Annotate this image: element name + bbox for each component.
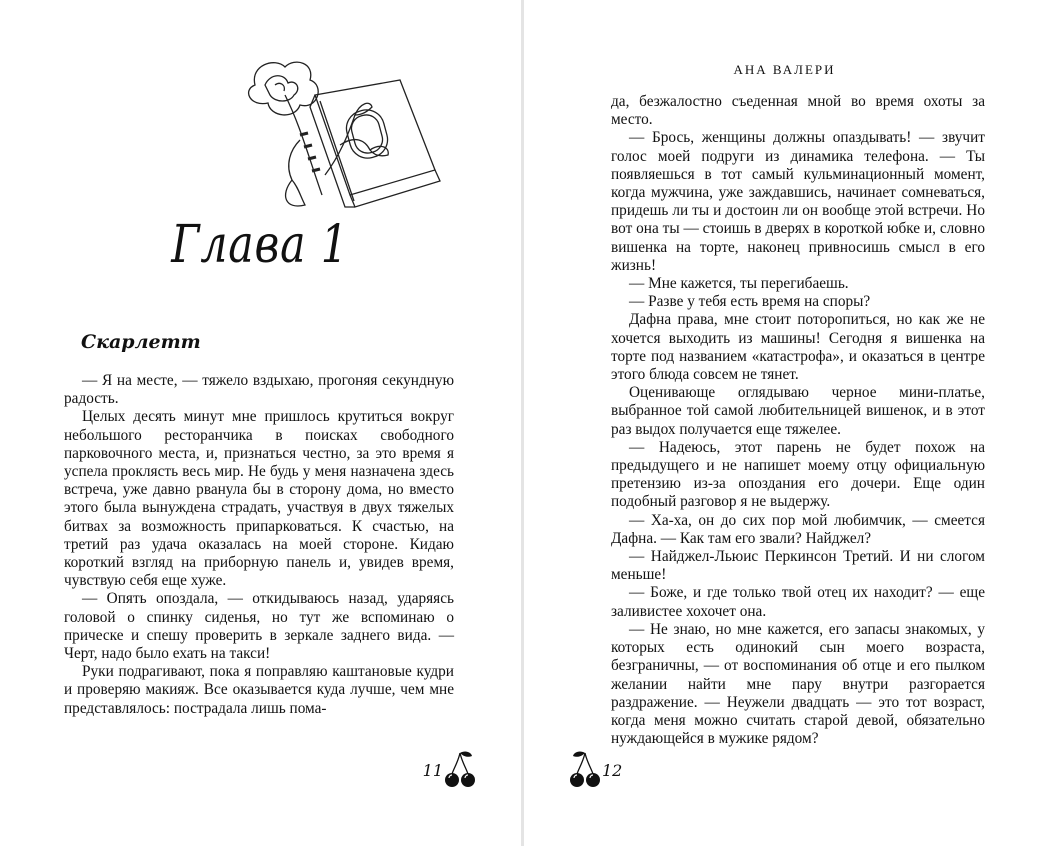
paragraph: да, безжалостно съеденная мной во время охоты за место.	[611, 93, 985, 129]
chapter-title: Глава 1	[171, 215, 349, 275]
paragraph: — Мне кажется, ты перегибаешь.	[629, 275, 849, 293]
paragraph: — Надеюсь, этот парень не будет похож на предыдущего и не напишет моему отцу официальную претензию из-за опоздания его дочери. Еще один подобный разговор я не выдержу.	[611, 438, 985, 511]
paragraph: Оценивающе оглядываю черное мини-платье, выбранное той самой любительницей вишенок, и в этот раз выдох получается еще тяжелее.	[611, 384, 985, 438]
page-footer	[568, 750, 622, 790]
paragraph: — Разве у тебя есть время на споры?	[629, 293, 871, 311]
paragraph: — Брось, женщины должны опаздывать! — звучит голос моей подруги из динамика телефона. — Ты появляешься в тот самый кульминационный момент, когда мужчина, уже заждавшись, начинает сомневаться, придешь ли ты и достоин ли он вообще этой встречи. Но вот она ты — стоишь в дверях в короткой юбке и, словно вишенка на торте, наконец привносишь смысл в его жизнь!	[611, 129, 985, 274]
paragraph: — Я на месте, — тяжело вздыхаю, прогоняя секундную радость.	[64, 372, 454, 408]
paragraph: — Найджел-Льюис Перкинсон Третий. И ни слогом меньше!	[611, 548, 985, 584]
right-body-text	[611, 93, 985, 748]
cherry-icon	[568, 750, 602, 790]
running-head: АНА ВАЛЕРИ	[733, 62, 836, 77]
page-number: 12	[602, 760, 623, 780]
paragraph: Целых десять минут мне пришлось крутиться вокруг небольшого ресторанчика в поисках свободного парковочного места, и, признаться честно, за это время я успела проклясть весь мир. Не будь у меня назначена здесь встреча, уже давно рванула бы в сторону дома, но вместо этого была вынуждена страдать, участвуя в двух тяжелых битвах за возможность припарковаться. К счастью, на третий раз удача оказалась на моей стороне. Кидаю короткий взгляд на приборную панель и, увидев время, чувствую себя еще хуже.	[64, 408, 454, 590]
page-number: 11	[422, 760, 443, 780]
left-body-text	[64, 372, 454, 718]
paragraph: Дафна права, мне стоит поторопиться, но как же не хочется выходить из машины! Сегодня я вишенка на торте под названием «катастрофа», и оказаться в центре этого блюда совсем не тянет.	[611, 311, 985, 384]
right-page	[524, 0, 1045, 846]
page-footer	[423, 750, 477, 790]
paragraph: — Ха-ха, он до сих пор мой любимчик, — смеется Дафна. — Как там его звали? Найджел?	[611, 511, 985, 547]
cherry-icon	[443, 750, 477, 790]
paragraph: Руки подрагивают, пока я поправляю каштановые кудри и проверяю макияж. Все оказывается куда лучше, чем мне представлялось: пострадала лишь пома-	[64, 663, 454, 717]
left-page	[0, 0, 521, 846]
paragraph: — Боже, и где только твой отец их находит? — еще заливистее хохочет она.	[611, 584, 985, 620]
character-name: Скарлетт	[81, 331, 201, 353]
book-and-flower-illustration	[230, 55, 445, 220]
paragraph: — Не знаю, но мне кажется, его запасы знакомых, у которых есть одинокий сын моего возраста, безграничны, — от воспоминания об отце и его пылком желании найти мне пару внутри разгорается раздражение. — Неужели двадцать — это тот возраст, когда меня можно считать старой девой, обязательно нуждающейся в мужике рядом?	[611, 620, 985, 748]
paragraph: — Опять опоздала, — откидываюсь назад, ударяясь головой о спинку сиденья, но тут же вспоминаю о прическе и спешу проверить в зеркале заднего вида. — Черт, надо было ехать на такси!	[64, 590, 454, 663]
